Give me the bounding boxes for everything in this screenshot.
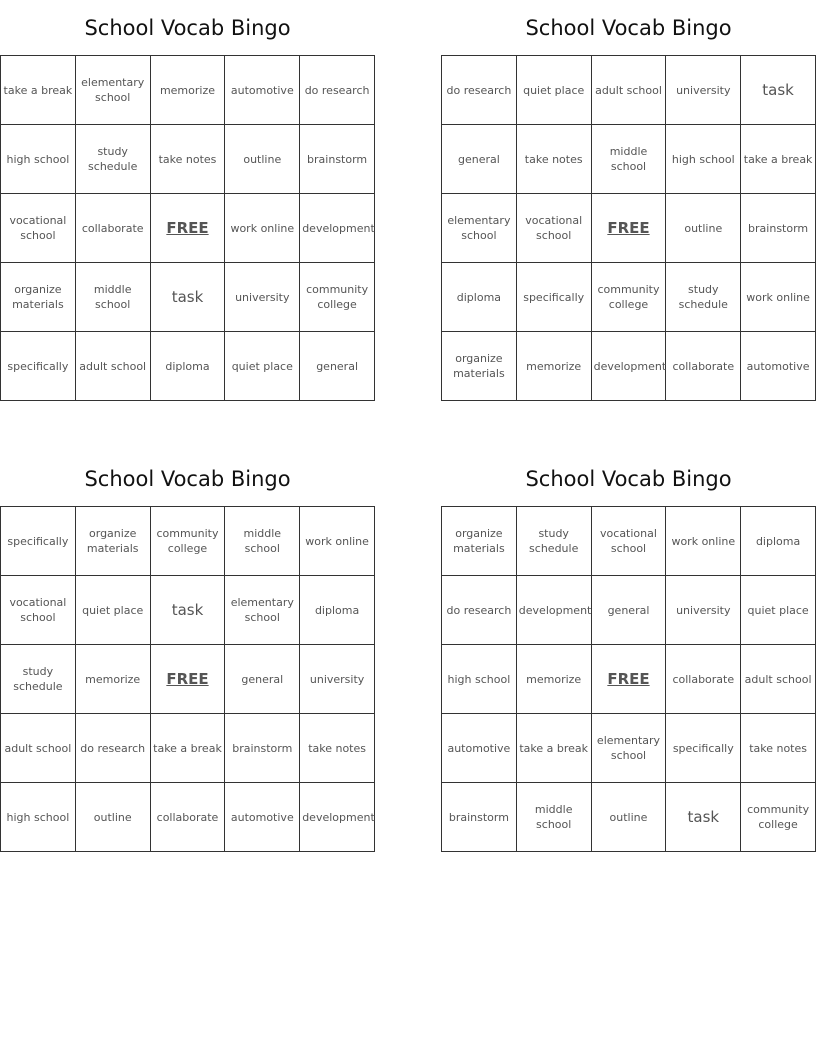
grid-cell: study schedule [75, 125, 150, 194]
grid-cell: quiet place [75, 576, 150, 645]
grid-cell: adult school [1, 714, 76, 783]
grid-cell: automotive [225, 56, 300, 125]
grid-row [442, 125, 816, 194]
grid-cell: quiet place [516, 56, 591, 125]
grid-cell: high school [1, 125, 76, 194]
grid-cell: development [300, 194, 375, 263]
grid-row [442, 783, 816, 852]
grid-cell: work online [741, 263, 816, 332]
grid-cell: quiet place [741, 576, 816, 645]
grid-cell: take a break [516, 714, 591, 783]
grid-cell: automotive [741, 332, 816, 401]
grid-cell: outline [591, 783, 666, 852]
grid-cell: study schedule [1, 645, 76, 714]
grid-cell: high school [442, 645, 517, 714]
grid-cell: quiet place [225, 332, 300, 401]
card-title: School Vocab Bingo [525, 16, 732, 40]
bingo-grid [0, 55, 375, 401]
grid-row [442, 507, 816, 576]
grid-cell: high school [1, 783, 76, 852]
grid-cell: organize materials [442, 332, 517, 401]
grid-row [442, 194, 816, 263]
free-space-cell: FREE [150, 194, 225, 263]
grid-row [1, 576, 375, 645]
grid-cell: take notes [150, 125, 225, 194]
grid-cell: diploma [300, 576, 375, 645]
grid-cell: do research [442, 56, 517, 125]
free-space-cell: FREE [591, 194, 666, 263]
grid-row [442, 263, 816, 332]
grid-cell: brainstorm [741, 194, 816, 263]
grid-cell: specifically [516, 263, 591, 332]
grid-cell: university [666, 576, 741, 645]
grid-cell: memorize [75, 645, 150, 714]
grid-row [442, 714, 816, 783]
grid-cell: outline [75, 783, 150, 852]
grid-cell: university [666, 56, 741, 125]
grid-cell: automotive [225, 783, 300, 852]
grid-row [442, 56, 816, 125]
grid-cell: middle school [75, 263, 150, 332]
grid-cell: adult school [75, 332, 150, 401]
grid-cell: work online [300, 507, 375, 576]
grid-cell: vocational school [591, 507, 666, 576]
grid-cell: university [300, 645, 375, 714]
grid-row [1, 714, 375, 783]
free-space-cell: FREE [591, 645, 666, 714]
grid-cell: collaborate [666, 645, 741, 714]
grid-row [1, 332, 375, 401]
grid-row [1, 263, 375, 332]
grid-cell: development [591, 332, 666, 401]
grid-cell: take notes [300, 714, 375, 783]
grid-row [442, 332, 816, 401]
card-title: School Vocab Bingo [525, 467, 732, 491]
grid-cell: specifically [666, 714, 741, 783]
card-title: School Vocab Bingo [84, 467, 291, 491]
grid-cell: diploma [150, 332, 225, 401]
grid-cell: collaborate [75, 194, 150, 263]
grid-cell: adult school [741, 645, 816, 714]
grid-cell: general [591, 576, 666, 645]
grid-cell: high school [666, 125, 741, 194]
grid-cell: memorize [516, 332, 591, 401]
grid-cell: general [300, 332, 375, 401]
grid-cell: vocational school [1, 576, 76, 645]
grid-row [1, 507, 375, 576]
grid-row [442, 576, 816, 645]
grid-cell: memorize [516, 645, 591, 714]
grid-cell: outline [225, 125, 300, 194]
grid-cell: community college [150, 507, 225, 576]
grid-cell: take notes [741, 714, 816, 783]
free-space-cell: FREE [150, 645, 225, 714]
grid-cell: university [225, 263, 300, 332]
grid-cell: work online [225, 194, 300, 263]
grid-cell: diploma [741, 507, 816, 576]
grid-cell: do research [300, 56, 375, 125]
grid-cell: middle school [591, 125, 666, 194]
grid-cell: specifically [1, 332, 76, 401]
grid-cell: brainstorm [442, 783, 517, 852]
grid-cell: do research [442, 576, 517, 645]
grid-cell: brainstorm [300, 125, 375, 194]
grid-cell: take a break [741, 125, 816, 194]
grid-row [1, 645, 375, 714]
bingo-grid [441, 506, 816, 852]
grid-cell: task [150, 263, 225, 332]
grid-cell: elementary school [75, 56, 150, 125]
grid-cell: task [666, 783, 741, 852]
bingo-grid [441, 55, 816, 401]
grid-cell: take a break [150, 714, 225, 783]
grid-cell: vocational school [516, 194, 591, 263]
grid-cell: adult school [591, 56, 666, 125]
grid-row [442, 645, 816, 714]
grid-cell: community college [300, 263, 375, 332]
grid-cell: brainstorm [225, 714, 300, 783]
grid-cell: general [442, 125, 517, 194]
grid-row [1, 783, 375, 852]
grid-cell: elementary school [442, 194, 517, 263]
grid-cell: community college [741, 783, 816, 852]
grid-cell: elementary school [591, 714, 666, 783]
grid-cell: study schedule [666, 263, 741, 332]
grid-cell: task [150, 576, 225, 645]
grid-cell: middle school [225, 507, 300, 576]
grid-cell: organize materials [442, 507, 517, 576]
grid-row [1, 56, 375, 125]
grid-row [1, 125, 375, 194]
grid-cell: take notes [516, 125, 591, 194]
grid-cell: collaborate [666, 332, 741, 401]
grid-cell: work online [666, 507, 741, 576]
grid-cell: community college [591, 263, 666, 332]
grid-row [1, 194, 375, 263]
grid-cell: general [225, 645, 300, 714]
grid-cell: study schedule [516, 507, 591, 576]
grid-cell: take a break [1, 56, 76, 125]
grid-cell: memorize [150, 56, 225, 125]
grid-cell: diploma [442, 263, 517, 332]
grid-cell: do research [75, 714, 150, 783]
card-title: School Vocab Bingo [84, 16, 291, 40]
grid-cell: middle school [516, 783, 591, 852]
grid-cell: vocational school [1, 194, 76, 263]
grid-cell: specifically [1, 507, 76, 576]
grid-cell: outline [666, 194, 741, 263]
grid-cell: development [300, 783, 375, 852]
grid-cell: elementary school [225, 576, 300, 645]
grid-cell: automotive [442, 714, 517, 783]
grid-cell: task [741, 56, 816, 125]
grid-cell: collaborate [150, 783, 225, 852]
bingo-grid [0, 506, 375, 852]
grid-cell: development [516, 576, 591, 645]
grid-cell: organize materials [75, 507, 150, 576]
grid-cell: organize materials [1, 263, 76, 332]
